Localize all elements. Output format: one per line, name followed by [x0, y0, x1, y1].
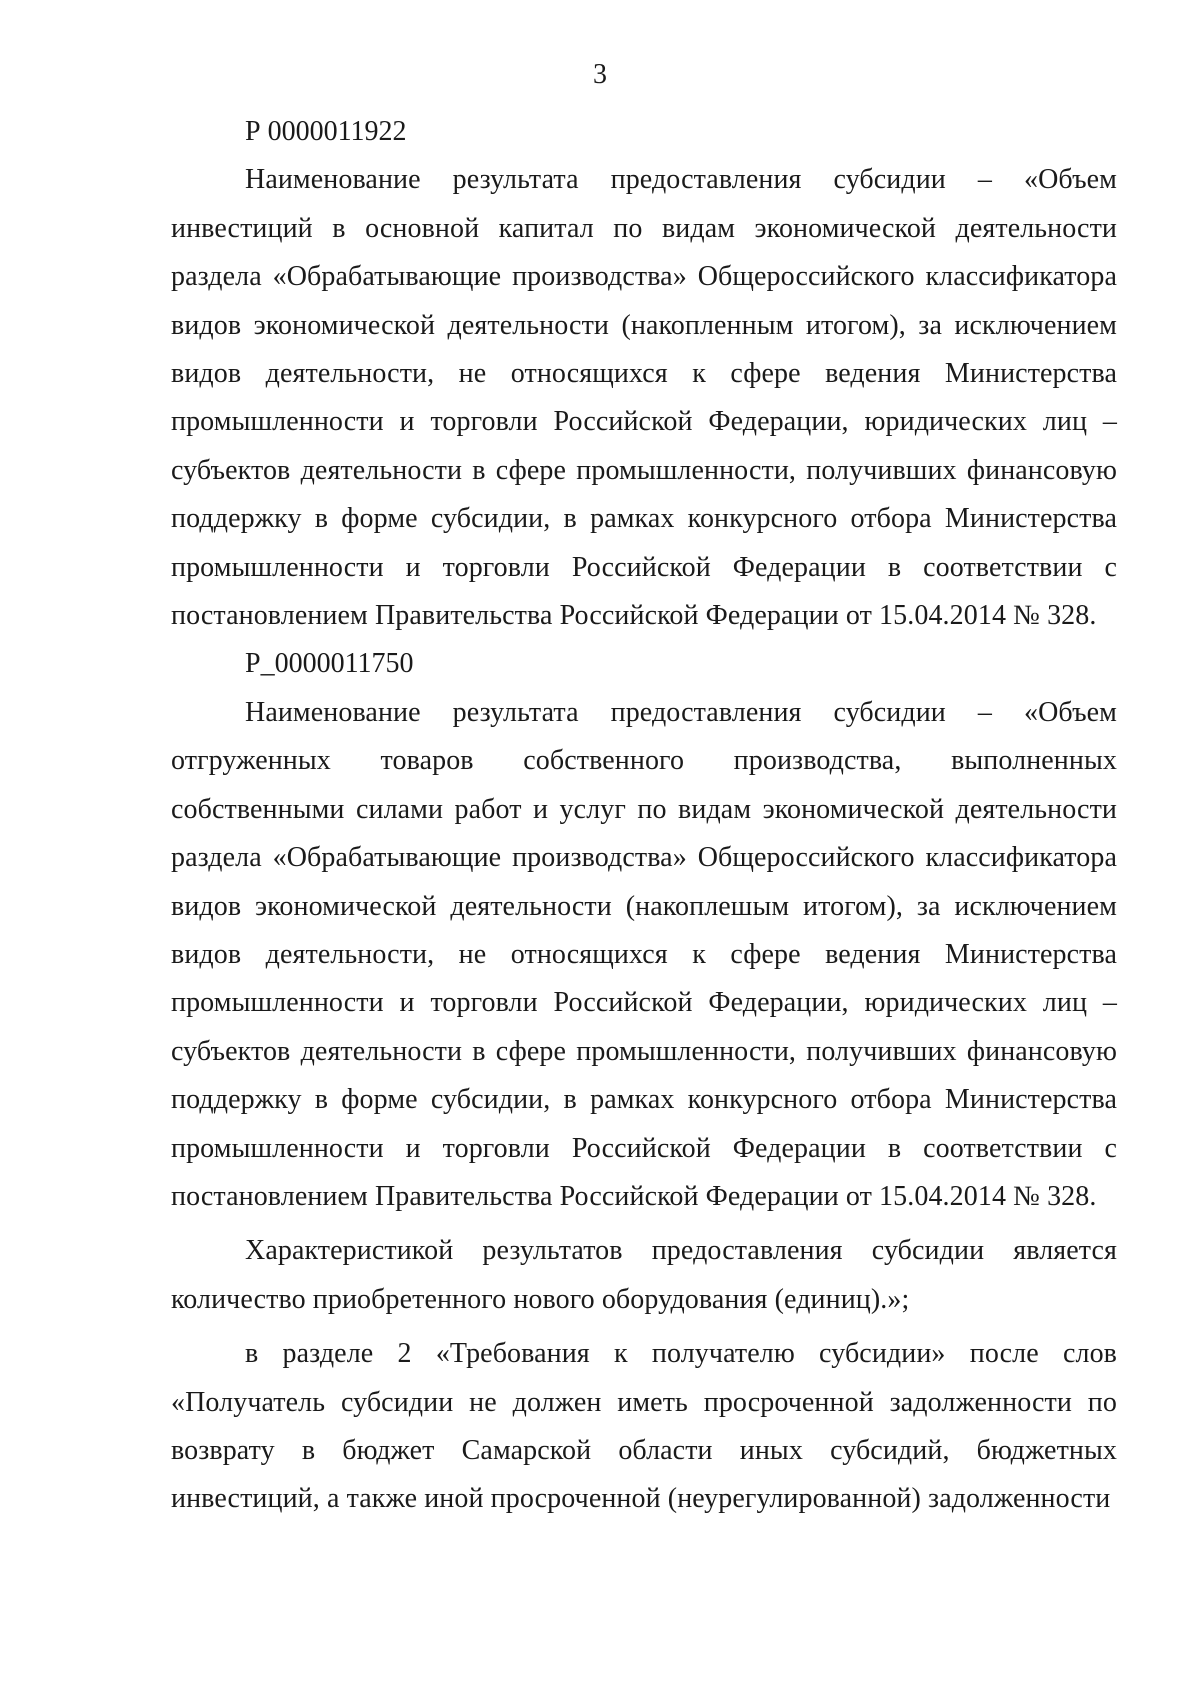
- result-code-2: Р_0000011750: [245, 648, 414, 680]
- paragraph-characteristic: Характеристикой результатов предоставления субсидии является количество приобретенного нового оборудования (единиц).»;: [171, 1235, 1117, 1315]
- paragraph-result-1: Наименование результата предоставления субсидии – «Объем инвестиций в основной капитал по видам экономической деятельности раздела «Обрабатывающие производства» Общероссийского классификатора видов экономической деятельности (накопленным итогом), за исключением видов деятельности, не относящихся к сфере ведения Министерства промышленности и торговли Российской Федерации, юридических лиц – субъектов деятельности в сфере промышленности, получивших финансовую поддержку в форме субсидии, в рамках конкурсного отбора Министерства промышленности и торговли Российской Федерации в соответствии с постановлением Правительства Российской Федерации от 15.04.2014 № 328.: [171, 164, 1117, 632]
- result-code-1: Р 0000011922: [245, 116, 407, 147]
- paragraph-section-2: в разделе 2 «Требования к получателю субсидии» после слов «Получатель субсидии не должен иметь просроченной задолженности по возврату в бюджет Самарской области иных субсидий, бюджетных инвестиций, а также иной просроченной (неурегулированной) задолженности: [171, 1338, 1117, 1515]
- document-body: [171, 108, 1117, 1524]
- paragraph-result-2: Наименование результата предоставления субсидии – «Объем отгруженных товаров собственного производства, выполненных собственными силами работ и услуг по видам экономической деятельности раздела «Обрабатывающие производства» Общероссийского классификатора видов экономической деятельности (накоплешым итогом), за исключением видов деятельности, не относящихся к сфере ведения Министерства промышленности и торговли Российской Федерации, юридических лиц – субъектов деятельности в сфере промышленности, получивших финансовую поддержку в форме субсидии, в рамках конкурсного отбора Министерства промышленности и торговли Российской Федерации в соответствии с постановлением Правительства Российской Федерации от 15.04.2014 № 328.: [171, 696, 1117, 1212]
- page-number: 3: [593, 59, 607, 90]
